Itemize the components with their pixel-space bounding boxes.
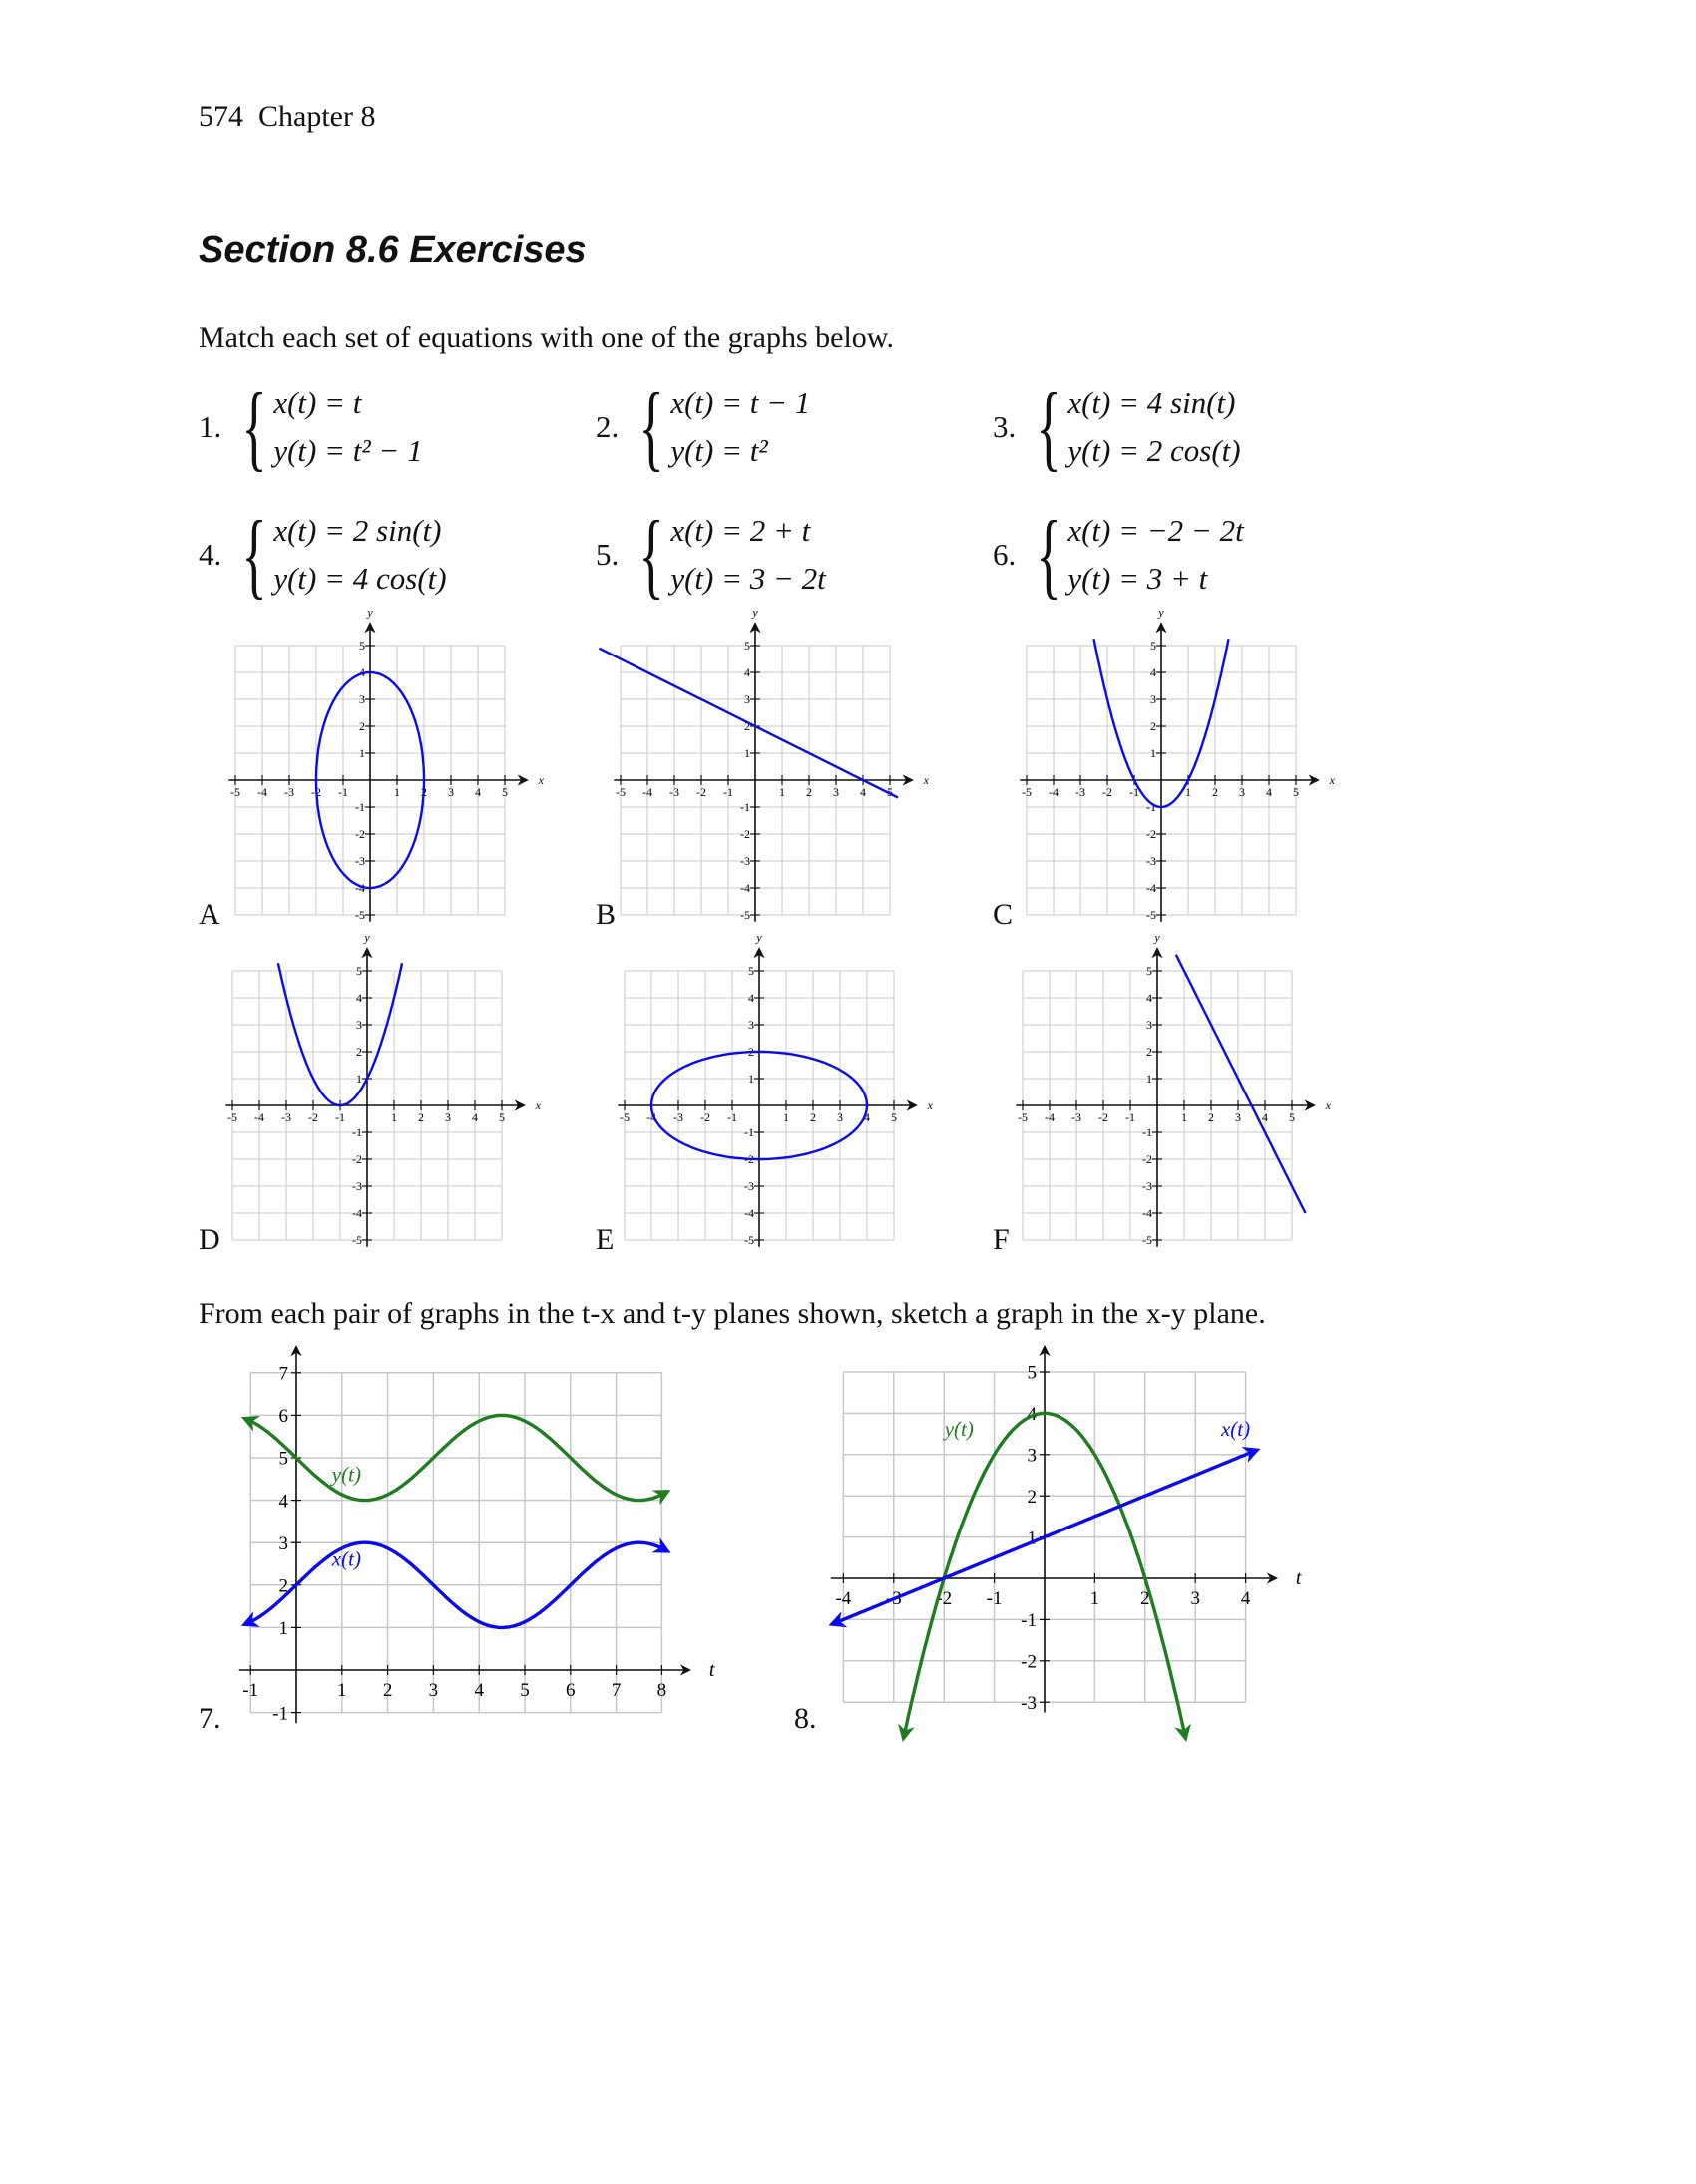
y-tick-label: -4	[1142, 1206, 1152, 1221]
x-axis-label: t	[1295, 1567, 1302, 1589]
y-tick-label: -3	[355, 854, 365, 869]
equation-number: 4.	[199, 537, 222, 572]
x-tick-label: -4	[835, 1588, 852, 1609]
x-tick-label: -1	[727, 1110, 737, 1124]
series-label: x(t)	[1220, 1417, 1251, 1442]
y-tick-label: -5	[740, 908, 750, 923]
curve-line	[1176, 955, 1306, 1213]
y-tick-label: 5	[1146, 964, 1152, 979]
y-tick-label: -5	[744, 1233, 754, 1248]
y-tick-label: -3	[1021, 1692, 1037, 1714]
x-tick-label: -3	[281, 1110, 291, 1124]
x-tick-label: 5	[887, 785, 893, 799]
y-tick-label: 1	[1150, 746, 1156, 761]
y-tick-label: 5	[1027, 1362, 1037, 1384]
y-tick-label: -1	[352, 1125, 362, 1140]
y-tick-label: -3	[352, 1179, 362, 1194]
y-tick-label: 2	[356, 1045, 362, 1060]
x-tick-label: 2	[806, 785, 812, 799]
x-tick-label: -3	[673, 1110, 683, 1124]
x-tick-label: 3	[1239, 785, 1245, 799]
x-tick-label: 2	[1208, 1110, 1214, 1124]
y-equation: y(t) = t²	[670, 433, 768, 468]
y-tick-label: 4	[1027, 1404, 1037, 1426]
y-tick-label: 4	[359, 665, 365, 680]
y-tick-label: 3	[744, 692, 750, 707]
y-tick-label: 3	[359, 692, 365, 707]
y-tick-label: 1	[1027, 1528, 1037, 1549]
x-tick-label: 3	[445, 1110, 451, 1124]
x-tick-label: 5	[502, 785, 508, 799]
x-tick-label: 5	[1293, 785, 1299, 799]
y-tick-label: 1	[278, 1618, 288, 1640]
y-tick-label: -2	[744, 1152, 754, 1167]
y-tick-label: -5	[352, 1233, 362, 1248]
x-equation: x(t) = t − 1	[670, 385, 811, 420]
x-axis-label: x	[538, 773, 544, 787]
x-axis-label: x	[535, 1098, 541, 1112]
x-tick-label: -4	[1045, 1110, 1055, 1124]
x-tick-label: 1	[1089, 1588, 1100, 1609]
y-tick-label: 3	[748, 1018, 754, 1033]
y-equation: y(t) = 4 cos(t)	[273, 561, 447, 596]
y-tick-label: 5	[356, 964, 362, 979]
x-tick-label: -1	[723, 785, 733, 799]
match-instructions: Match each set of equations with one of the graphs below.	[199, 321, 895, 354]
y-tick-label: 2	[359, 719, 365, 734]
y-tick-label: 5	[1150, 639, 1156, 654]
x-tick-label: -3	[669, 785, 679, 799]
equation-number: 3.	[993, 409, 1017, 444]
y-tick-label: 2	[278, 1575, 288, 1597]
y-equation: y(t) = 3 + t	[1067, 561, 1208, 596]
graph-b	[599, 605, 929, 922]
x-tick-label: 5	[891, 1110, 897, 1124]
y-tick-label: -5	[1142, 1233, 1152, 1248]
y-tick-label: -4	[1146, 881, 1156, 896]
x-equation: x(t) = 2 sin(t)	[273, 513, 442, 548]
y-tick-label: 5	[359, 639, 365, 654]
brace-symbol: {	[241, 373, 267, 480]
series-label: x(t)	[331, 1546, 361, 1571]
y-equation: y(t) = 3 − 2t	[670, 561, 826, 596]
y-tick-label: -1	[272, 1703, 288, 1725]
y-tick-label: 2	[1027, 1486, 1037, 1508]
y-axis-label: y	[756, 930, 762, 945]
graph-d	[225, 930, 541, 1247]
equation-number: 5.	[596, 537, 620, 572]
y-axis-label: y	[1154, 930, 1160, 945]
series-label: y(t)	[944, 1417, 974, 1442]
x-tick-label: 3	[1235, 1110, 1241, 1124]
x-tick-label: 3	[428, 1680, 439, 1701]
y-axis-label: y	[752, 605, 758, 620]
x-tick-label: 1	[779, 785, 785, 799]
graph-7	[239, 1347, 715, 1724]
chapter-label: Chapter 8	[258, 100, 376, 133]
x-tick-label: -5	[1018, 1110, 1028, 1124]
y-tick-label: -3	[744, 1179, 754, 1194]
series-label: y(t)	[331, 1462, 361, 1487]
x-tick-label: 4	[475, 785, 481, 799]
y-tick-label: 4	[1146, 991, 1152, 1006]
x-tick-label: 4	[864, 1110, 870, 1124]
x-tick-label: -3	[1071, 1110, 1081, 1124]
graph-e	[618, 930, 933, 1247]
brace-symbol: {	[1036, 501, 1061, 608]
brace-symbol: {	[241, 501, 267, 608]
y-tick-label: 6	[278, 1406, 288, 1428]
x-tick-label: -3	[1075, 785, 1085, 799]
y-tick-label: 5	[744, 639, 750, 654]
x-tick-label: -2	[936, 1588, 953, 1609]
x-tick-label: 2	[418, 1110, 424, 1124]
x-tick-label: -1	[986, 1588, 1003, 1609]
y-tick-label: 1	[748, 1072, 754, 1087]
equation-number: 2.	[596, 409, 620, 444]
y-tick-label: 1	[1146, 1072, 1152, 1087]
graph-label-a: A	[199, 898, 220, 931]
x-tick-label: 1	[337, 1680, 347, 1701]
brace-symbol: {	[1036, 373, 1061, 480]
x-tick-label: -2	[700, 1110, 710, 1124]
graph-label-c: C	[993, 898, 1014, 931]
equation-number: 1.	[199, 409, 222, 444]
x-tick-label: -2	[308, 1110, 318, 1124]
y-tick-label: -4	[740, 881, 750, 896]
y-tick-label: 4	[356, 991, 362, 1006]
x-tick-label: 5	[1289, 1110, 1295, 1124]
y-tick-label: 7	[278, 1363, 288, 1385]
x-tick-label: -4	[257, 785, 267, 799]
y-tick-label: -3	[1146, 854, 1156, 869]
x-tick-label: -5	[1022, 785, 1032, 799]
y-tick-label: 1	[359, 746, 365, 761]
y-tick-label: -4	[744, 1206, 754, 1221]
x-axis-label: x	[923, 773, 929, 787]
sketch-instructions: From each pair of graphs in the t-x and t-y planes shown, sketch a graph in the x-y plane.	[199, 1297, 1266, 1330]
x-tick-label: 8	[656, 1680, 667, 1701]
y-tick-label: -2	[355, 827, 365, 842]
y-equation: y(t) = 2 cos(t)	[1067, 433, 1241, 468]
y-tick-label: -4	[352, 1206, 362, 1221]
y-axis-label: y	[1158, 605, 1164, 620]
x-tick-label: -1	[338, 785, 348, 799]
y-tick-label: 2	[1146, 1045, 1152, 1060]
x-tick-label: 2	[382, 1680, 393, 1701]
brace-symbol: {	[638, 373, 664, 480]
y-tick-label: 1	[356, 1072, 362, 1087]
x-equation: x(t) = t	[273, 385, 362, 420]
x-tick-label: 4	[474, 1680, 484, 1701]
y-tick-label: 3	[278, 1532, 288, 1554]
x-tick-label: -3	[885, 1588, 902, 1609]
x-tick-label: 1	[391, 1110, 397, 1124]
y-tick-label: -2	[352, 1152, 362, 1167]
graph-label-d: D	[199, 1223, 220, 1256]
y-tick-label: -5	[1146, 908, 1156, 923]
y-axis-label: y	[367, 605, 373, 620]
x-tick-label: 5	[520, 1680, 530, 1701]
graph-f	[1016, 930, 1331, 1247]
x-tick-label: 2	[421, 785, 427, 799]
x-axis-label: x	[1329, 773, 1335, 787]
y-tick-label: -3	[1142, 1179, 1152, 1194]
equation-number: 6.	[993, 537, 1017, 572]
x-tick-label: -1	[335, 1110, 345, 1124]
x-axis-label: x	[1325, 1098, 1331, 1112]
x-tick-label: 2	[1212, 785, 1218, 799]
y-tick-label: 4	[1150, 665, 1156, 680]
x-tick-label: -1	[242, 1680, 259, 1701]
y-tick-label: -1	[1146, 800, 1156, 815]
x-tick-label: 5	[499, 1110, 505, 1124]
y-tick-label: 1	[744, 746, 750, 761]
x-tick-label: 4	[860, 785, 866, 799]
x-tick-label: 1	[394, 785, 400, 799]
graph-c	[1020, 605, 1335, 922]
x-tick-label: -2	[311, 785, 321, 799]
x-tick-label: 4	[1262, 1110, 1268, 1124]
x-tick-label: -2	[696, 785, 706, 799]
x-axis-label: x	[927, 1098, 933, 1112]
y-tick-label: 3	[1146, 1018, 1152, 1033]
section-title: Section 8.6 Exercises	[199, 229, 587, 271]
x-axis-label: t	[708, 1659, 715, 1681]
y-tick-label: -2	[1021, 1651, 1037, 1673]
x-tick-label: -4	[1049, 785, 1059, 799]
x-tick-label: 4	[1266, 785, 1272, 799]
y-tick-label: -2	[1142, 1152, 1152, 1167]
x-tick-label: -5	[227, 1110, 237, 1124]
x-tick-label: 1	[1181, 1110, 1187, 1124]
x-tick-label: -1	[1125, 1110, 1135, 1124]
x-tick-label: 3	[833, 785, 839, 799]
x-tick-label: 3	[1190, 1588, 1200, 1609]
y-tick-label: 3	[1150, 692, 1156, 707]
y-tick-label: 2	[748, 1045, 754, 1060]
x-equation: x(t) = −2 − 2t	[1067, 513, 1244, 548]
y-tick-label: -2	[740, 827, 750, 842]
y-tick-label: 4	[748, 991, 754, 1006]
graph-label-b: B	[596, 898, 617, 931]
x-tick-label: 3	[448, 785, 454, 799]
y-axis-label: y	[364, 930, 370, 945]
x-tick-label: 2	[1140, 1588, 1150, 1609]
y-tick-label: 4	[278, 1491, 288, 1513]
y-tick-label: -2	[1146, 827, 1156, 842]
x-tick-label: -4	[642, 785, 652, 799]
x-tick-label: 4	[1240, 1588, 1251, 1609]
x-tick-label: 4	[472, 1110, 478, 1124]
exercise-label-8: 8.	[794, 1702, 817, 1735]
graph-label-e: E	[596, 1223, 615, 1256]
brace-symbol: {	[638, 501, 664, 608]
x-tick-label: -1	[1129, 785, 1139, 799]
x-tick-label: 6	[566, 1680, 576, 1701]
y-tick-label: -3	[740, 854, 750, 869]
x-tick-label: -3	[284, 785, 294, 799]
x-tick-label: -5	[616, 785, 626, 799]
graph-label-f: F	[993, 1223, 1010, 1256]
y-tick-label: -1	[744, 1125, 754, 1140]
x-tick-label: 2	[810, 1110, 816, 1124]
y-tick-label: -4	[355, 881, 365, 896]
y-tick-label: -1	[1142, 1125, 1152, 1140]
x-tick-label: -5	[230, 785, 240, 799]
y-tick-label: 3	[356, 1018, 362, 1033]
x-tick-label: 1	[783, 1110, 789, 1124]
x-tick-label: -2	[1098, 1110, 1108, 1124]
x-equation: x(t) = 2 + t	[670, 513, 811, 548]
y-tick-label: 3	[1027, 1445, 1037, 1467]
graph-a	[228, 605, 544, 922]
y-tick-label: -1	[355, 800, 365, 815]
y-tick-label: -5	[355, 908, 365, 923]
exercise-label-7: 7.	[199, 1702, 221, 1735]
y-tick-label: 5	[278, 1448, 288, 1470]
x-tick-label: 3	[837, 1110, 843, 1124]
x-tick-label: -2	[1102, 785, 1112, 799]
y-tick-label: 2	[744, 719, 750, 734]
page-number: 574	[199, 100, 243, 133]
x-equation: x(t) = 4 sin(t)	[1067, 385, 1236, 420]
graph-8	[831, 1347, 1302, 1737]
y-tick-label: -1	[740, 800, 750, 815]
y-tick-label: -1	[1021, 1610, 1037, 1632]
y-tick-label: 2	[1150, 719, 1156, 734]
x-tick-label: -5	[620, 1110, 630, 1124]
x-tick-label: -4	[646, 1110, 656, 1124]
y-equation: y(t) = t² − 1	[273, 433, 423, 468]
y-tick-label: 4	[744, 665, 750, 680]
y-tick-label: 5	[748, 964, 754, 979]
x-tick-label: 1	[1185, 785, 1191, 799]
x-tick-label: -4	[254, 1110, 264, 1124]
x-tick-label: 7	[611, 1680, 622, 1701]
